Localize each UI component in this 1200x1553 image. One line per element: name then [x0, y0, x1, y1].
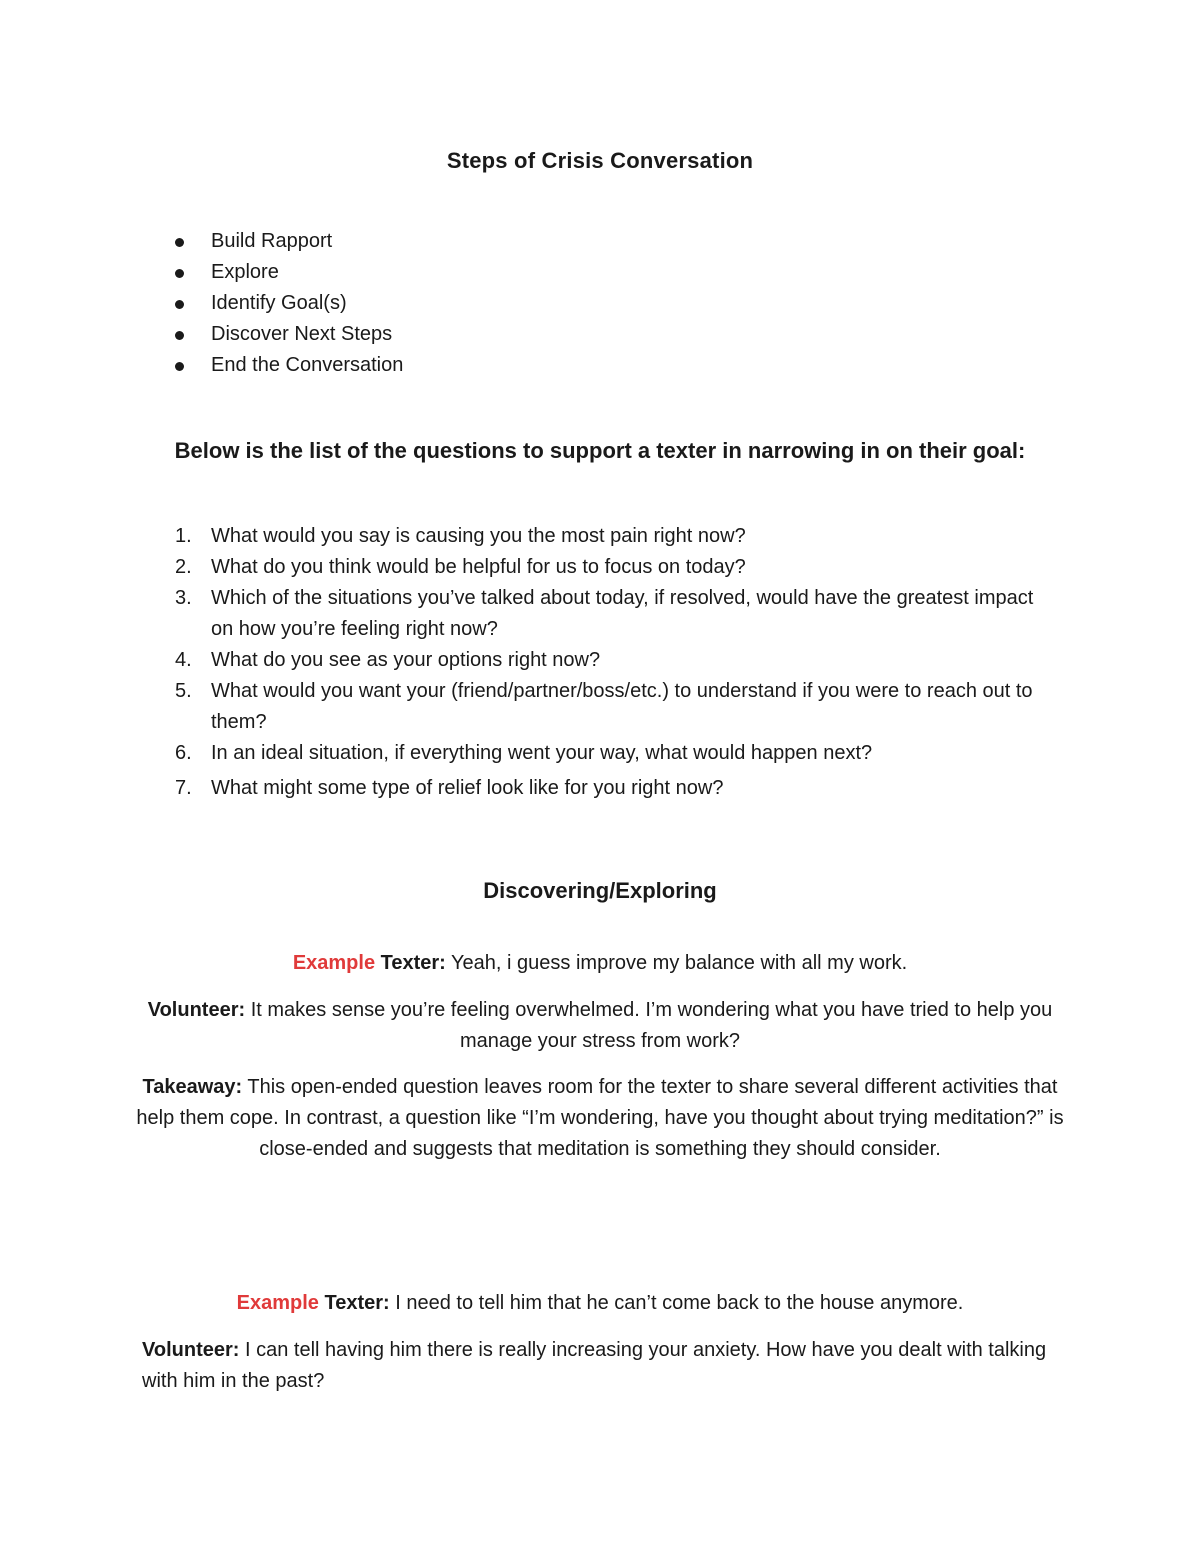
list-item — [0, 738, 1060, 769]
item-number: 4. — [175, 649, 192, 671]
step-label: Discover Next Steps — [211, 323, 393, 345]
volunteer-text: I can tell having him there is really increasing your anxiety. How have you dealt with talking with him in the past? — [142, 1339, 1047, 1392]
example1-volunteer — [130, 995, 1070, 1057]
list-item — [0, 552, 1060, 583]
takeaway-text: This open-ended question leaves room for the texter to share several different activities that help them cope. In contrast, a question like “I’m wondering, have you thought about trying meditation?” is close-ended and suggests that meditation is something they should consider. — [136, 1076, 1064, 1160]
list-item — [0, 521, 1060, 552]
bullet-icon — [175, 300, 184, 309]
step-label: End the Conversation — [211, 354, 404, 376]
item-number: 5. — [175, 680, 192, 702]
question-text: What would you want your (friend/partner/boss/etc.) to understand if you were to reach out to them? — [211, 680, 1033, 733]
example1-texter — [130, 948, 1070, 979]
list-item — [0, 226, 403, 257]
example-label: Example — [292, 952, 376, 974]
question-text: What might some type of relief look like for you right now? — [211, 777, 724, 799]
list-item — [0, 350, 403, 381]
question-text: What do you think would be helpful for us to focus on today? — [211, 556, 746, 578]
texter-text: Yeah, i guess improve my balance with all my work. — [445, 952, 908, 974]
volunteer-label: Volunteer: — [142, 1339, 240, 1361]
question-text: What would you say is causing you the most pain right now? — [211, 525, 746, 547]
question-text: What do you see as your options right now? — [211, 649, 601, 671]
step-label: Identify Goal(s) — [211, 292, 347, 314]
questions-heading: Below is the list of the questions to support a texter in narrowing in on their goal: — [174, 438, 1026, 463]
list-item — [0, 288, 403, 319]
question-text: Which of the situations you’ve talked about today, if resolved, would have the greatest impact on how you’re feeling right now? — [211, 587, 1034, 640]
section-heading: Discovering/Exploring — [483, 878, 717, 903]
steps-list — [0, 226, 403, 381]
bullet-icon — [175, 238, 184, 247]
volunteer-text: It makes sense you’re feeling overwhelmed. I’m wondering what you have tried to help you manage your stress from work? — [245, 999, 1053, 1052]
example2-volunteer — [142, 1335, 1062, 1397]
item-number: 2. — [175, 556, 192, 578]
volunteer-label: Volunteer: — [147, 999, 246, 1021]
item-number: 3. — [175, 587, 192, 609]
bullet-icon — [175, 362, 184, 371]
page-title: Steps of Crisis Conversation — [446, 148, 754, 173]
list-item — [0, 257, 403, 288]
example-label: Example — [236, 1292, 319, 1314]
questions-list — [0, 521, 1060, 804]
texter-label: Texter: — [380, 952, 446, 974]
list-item — [0, 676, 1060, 738]
item-number: 6. — [175, 742, 192, 764]
item-number: 1. — [175, 525, 192, 547]
texter-label: Texter: — [324, 1292, 390, 1314]
list-item — [0, 319, 403, 350]
example2-texter — [130, 1288, 1070, 1319]
example1-takeaway — [130, 1072, 1070, 1165]
list-item — [0, 645, 1060, 676]
question-text: In an ideal situation, if everything went your way, what would happen next? — [211, 742, 873, 764]
item-number: 7. — [175, 777, 192, 799]
list-item — [0, 773, 1060, 804]
bullet-icon — [175, 331, 184, 340]
texter-text: I need to tell him that he can’t come back to the house anymore. — [389, 1292, 964, 1314]
step-label: Explore — [211, 261, 279, 283]
takeaway-label: Takeaway: — [142, 1076, 243, 1098]
list-item — [0, 583, 1060, 645]
step-label: Build Rapport — [211, 230, 333, 252]
bullet-icon — [175, 269, 184, 278]
